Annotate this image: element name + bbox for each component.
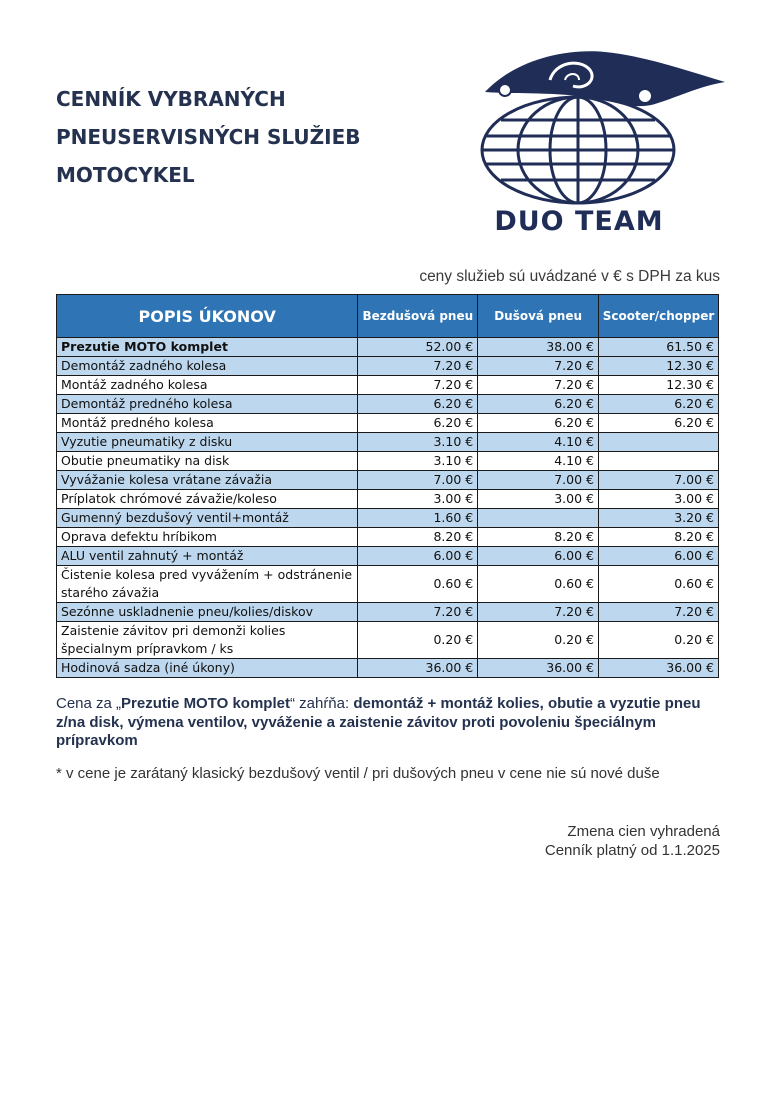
price-cell: 8.20 € <box>599 528 719 547</box>
title-line-2: PNEUSERVISNÝCH SLUŽIEB <box>56 125 361 149</box>
price-table <box>56 294 719 678</box>
price-cell: 0.20 € <box>358 622 478 659</box>
price-cell: 36.00 € <box>599 659 719 678</box>
price-cell: 3.10 € <box>358 452 478 471</box>
price-cell: 7.20 € <box>358 357 478 376</box>
price-cell: 12.30 € <box>599 376 719 395</box>
price-cell: 7.00 € <box>599 471 719 490</box>
row-label: Obutie pneumatiky na disk <box>57 452 358 471</box>
table-header-row <box>57 295 719 338</box>
row-label: Demontáž zadného kolesa <box>57 357 358 376</box>
price-cell: 6.00 € <box>358 547 478 566</box>
header-tube: Dušová pneu <box>478 295 599 338</box>
price-cell: 4.10 € <box>478 433 599 452</box>
desc-details: demontáž + montáž kolies, obutie a vyzutie pneu z/na disk, výmena ventilov, vyváženie a zaistenie závitov proti povoleniu špeciálnym prípravkom <box>56 695 701 749</box>
price-cell: 3.00 € <box>478 490 599 509</box>
price-cell: 7.00 € <box>358 471 478 490</box>
table-row <box>57 471 719 490</box>
row-label: Montáž zadného kolesa <box>57 376 358 395</box>
header-tubeless: Bezdušová pneu <box>358 295 478 338</box>
validity-note <box>545 822 720 860</box>
row-label: Oprava defektu hríbikom <box>57 528 358 547</box>
logo-text: DUO TEAM <box>494 206 664 237</box>
price-cell: 52.00 € <box>358 338 478 357</box>
price-cell <box>599 433 719 452</box>
row-label: Hodinová sadza (iné úkony) <box>57 659 358 678</box>
price-cell: 7.20 € <box>599 603 719 622</box>
price-cell: 61.50 € <box>599 338 719 357</box>
row-label: Montáž predného kolesa <box>57 414 358 433</box>
price-cell: 12.30 € <box>599 357 719 376</box>
table-row <box>57 547 719 566</box>
package-description <box>56 695 716 751</box>
table-row <box>57 490 719 509</box>
table-row <box>57 376 719 395</box>
price-cell: 36.00 € <box>478 659 599 678</box>
price-cell: 0.60 € <box>478 566 599 603</box>
price-note: ceny služieb sú uvádzané v € s DPH za kus <box>419 268 720 285</box>
price-cell: 6.20 € <box>358 414 478 433</box>
price-cell: 8.20 € <box>478 528 599 547</box>
price-cell: 0.20 € <box>599 622 719 659</box>
price-cell: 0.20 € <box>478 622 599 659</box>
price-cell: 7.00 € <box>478 471 599 490</box>
price-cell: 7.20 € <box>478 357 599 376</box>
table-row <box>57 357 719 376</box>
table-row <box>57 395 719 414</box>
price-cell: 6.20 € <box>599 414 719 433</box>
desc-middle: “ zahŕňa: <box>289 695 354 712</box>
price-change-note: Zmena cien vyhradená <box>567 823 720 840</box>
table-row <box>57 659 719 678</box>
duo-team-logo <box>455 40 730 240</box>
price-cell: 7.20 € <box>358 603 478 622</box>
price-cell: 1.60 € <box>358 509 478 528</box>
row-label: Vyzutie pneumatiky z disku <box>57 433 358 452</box>
row-label: Prezutie MOTO komplet <box>57 338 358 357</box>
title-line-3: MOTOCYKEL <box>56 163 195 187</box>
price-cell: 8.20 € <box>358 528 478 547</box>
table-row <box>57 452 719 471</box>
table-row <box>57 622 719 659</box>
price-cell <box>599 452 719 471</box>
price-cell: 7.20 € <box>478 603 599 622</box>
price-cell: 3.00 € <box>358 490 478 509</box>
table-row <box>57 338 719 357</box>
desc-package-name: Prezutie MOTO komplet <box>121 695 290 712</box>
price-cell: 6.00 € <box>478 547 599 566</box>
table-row <box>57 528 719 547</box>
table-row <box>57 433 719 452</box>
row-label: Čistenie kolesa pred vyvážením + odstránenie starého závažia <box>57 566 358 603</box>
price-cell: 0.60 € <box>358 566 478 603</box>
valid-from-note: Cenník platný od 1.1.2025 <box>544 842 720 859</box>
price-cell: 0.60 € <box>599 566 719 603</box>
table-row <box>57 414 719 433</box>
price-cell: 6.20 € <box>478 395 599 414</box>
price-cell: 6.20 € <box>599 395 719 414</box>
row-label: Príplatok chrómové závažie/koleso <box>57 490 358 509</box>
price-cell: 6.00 € <box>599 547 719 566</box>
row-label: Demontáž predného kolesa <box>57 395 358 414</box>
table-row <box>57 603 719 622</box>
price-cell <box>478 509 599 528</box>
row-label: ALU ventil zahnutý + montáž <box>57 547 358 566</box>
page-title <box>56 80 416 194</box>
price-cell: 38.00 € <box>478 338 599 357</box>
row-label: Sezónne uskladnenie pneu/kolies/diskov <box>57 603 358 622</box>
row-label: Zaistenie závitov pri demonži kolies špecialnym prípravkom / ks <box>57 622 358 659</box>
price-cell: 6.20 € <box>358 395 478 414</box>
table-row <box>57 566 719 603</box>
price-cell: 6.20 € <box>478 414 599 433</box>
footnote: * v cene je zarátaný klasický bezdušový ventil / pri dušových pneu v cene nie sú nové duše <box>56 765 660 782</box>
price-cell: 7.20 € <box>478 376 599 395</box>
price-cell: 3.00 € <box>599 490 719 509</box>
price-cell: 4.10 € <box>478 452 599 471</box>
price-cell: 3.20 € <box>599 509 719 528</box>
header-scooter: Scooter/chopper <box>599 295 719 338</box>
price-cell: 7.20 € <box>358 376 478 395</box>
desc-prefix: Cena za „ <box>56 695 122 712</box>
price-cell: 3.10 € <box>358 433 478 452</box>
header-description: POPIS ÚKONOV <box>57 295 358 338</box>
price-cell: 36.00 € <box>358 659 478 678</box>
row-label: Vyvážanie kolesa vrátane závažia <box>57 471 358 490</box>
table-row <box>57 509 719 528</box>
globe-icon <box>482 97 674 203</box>
title-line-1: CENNÍK VYBRANÝCH <box>56 87 286 111</box>
row-label: Gumenný bezdušový ventil+montáž <box>57 509 358 528</box>
